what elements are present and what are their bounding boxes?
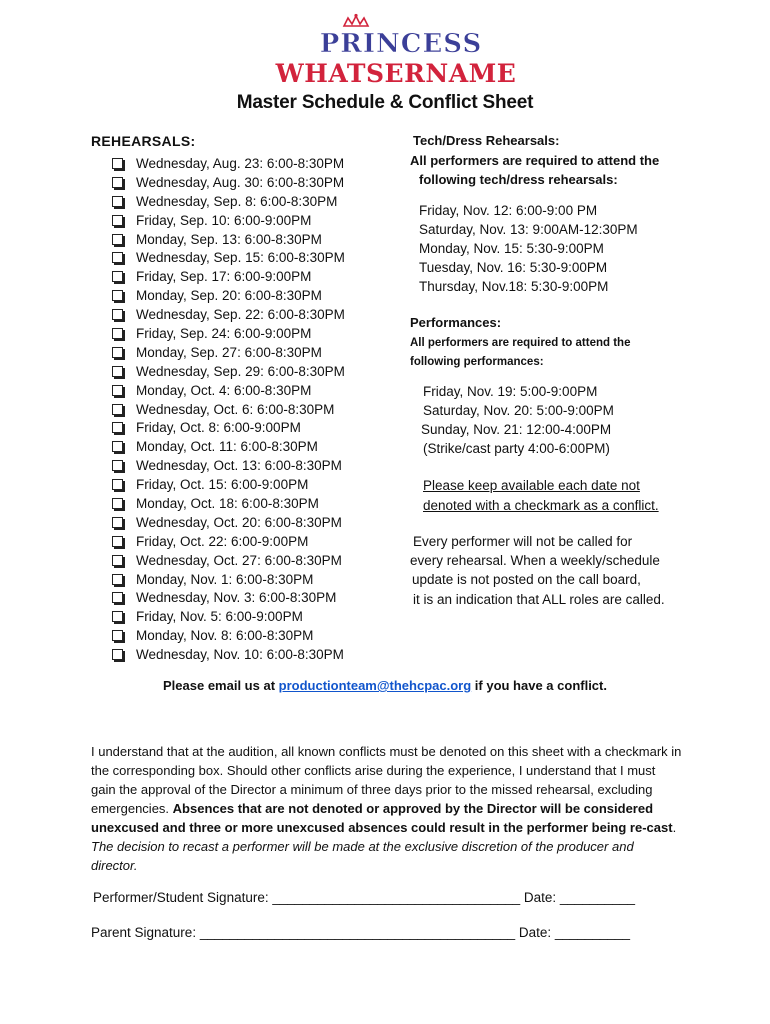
rehearsal-item [91, 627, 391, 646]
keep-available-note [423, 476, 710, 515]
rehearsal-list [91, 155, 391, 665]
rehearsal-date-label: Wednesday, Sep. 8: 6:00-8:30PM [136, 193, 338, 209]
rehearsal-date-label: Wednesday, Aug. 23: 6:00-8:30PM [136, 156, 345, 171]
rehearsal-date-label: Friday, Sep. 10: 6:00-9:00PM [136, 212, 312, 228]
performance-date: Friday, Nov. 19: 5:00-9:00PM [423, 384, 598, 399]
rehearsal-item [91, 155, 391, 174]
conflict-checkbox[interactable] [112, 460, 123, 471]
rehearsal-date-label: Friday, Nov. 5: 6:00-9:00PM [136, 609, 303, 625]
rehearsal-date-label: Monday, Oct. 18: 6:00-8:30PM [136, 496, 319, 512]
rehearsal-item [91, 419, 391, 438]
logo-line2: WHATSERNAME [275, 59, 517, 88]
rehearsal-item [91, 268, 391, 287]
conflict-checkbox[interactable] [112, 309, 123, 320]
rehearsal-date-label: Wednesday, Oct. 20: 6:00-8:30PM [136, 514, 342, 530]
conflict-checkbox[interactable] [112, 611, 123, 622]
email-prefix: Please email us at [163, 678, 279, 693]
email-line [0, 678, 770, 693]
rehearsal-date-label: Wednesday, Oct. 13: 6:00-8:30PM [136, 458, 342, 474]
tech-subtitle-1: All performers are required to attend the [410, 153, 660, 168]
right-column [410, 133, 710, 609]
rehearsal-item [91, 438, 391, 457]
tech-subtitle-2: following tech/dress rehearsals: [419, 171, 618, 187]
rehearsal-item [91, 344, 391, 363]
conflict-checkbox[interactable] [112, 196, 123, 207]
rehearsal-date-label: Wednesday, Sep. 22: 6:00-8:30PM [136, 307, 345, 323]
conflict-policy-paragraph [91, 742, 683, 875]
email-suffix: if you have a conflict. [471, 678, 607, 693]
rehearsal-date-label: Monday, Oct. 4: 6:00-8:30PM [136, 382, 312, 398]
call-board-note [410, 532, 710, 609]
tech-heading: Tech/Dress Rehearsals: [413, 133, 560, 148]
keep-note-line: Please keep available each date not [423, 478, 640, 493]
parent-signature-line[interactable]: Parent Signature: __________________________________________ Date: __________ [91, 925, 631, 940]
tech-date: Saturday, Nov. 13: 9:00AM-12:30PM [419, 222, 638, 237]
conflict-checkbox[interactable] [112, 517, 123, 528]
rehearsal-date-label: Monday, Oct. 11: 6:00-8:30PM [136, 439, 318, 455]
conflict-checkbox[interactable] [112, 536, 123, 547]
tech-date: Tuesday, Nov. 16: 5:30-9:00PM [419, 260, 608, 275]
rehearsal-item [91, 457, 391, 476]
performance-dates [423, 382, 710, 458]
rehearsal-item [91, 231, 391, 250]
rehearsal-item [91, 212, 391, 231]
rehearsal-item [91, 495, 391, 514]
performances-subtitle-1: All performers are required to attend the [410, 337, 631, 349]
logo-line1: PRINCESS [319, 29, 483, 59]
conflict-checkbox[interactable] [112, 366, 123, 377]
rehearsal-item [91, 514, 391, 533]
rehearsal-date-label: Friday, Oct. 22: 6:00-9:00PM [136, 533, 309, 549]
policy-text: I understand that at the audition, all known conflicts must be denoted on this sheet with a checkmark in the corresponding box. Should other conflicts arise during the experience, I understand that I must gain the approval of the Director a minimum of three days prior to the missed rehearsal, excluding emergencies. [91, 744, 682, 816]
conflict-checkbox[interactable] [112, 422, 123, 433]
rehearsal-item [91, 571, 391, 590]
tech-dates [419, 201, 710, 296]
conflict-checkbox[interactable] [112, 498, 123, 509]
rehearsal-item [91, 646, 391, 665]
rehearsal-item [91, 382, 391, 401]
performer-signature-line[interactable]: Performer/Student Signature: _________________________________ Date: __________ [93, 890, 635, 905]
rehearsal-date-label: Wednesday, Oct. 6: 6:00-8:30PM [136, 401, 335, 417]
conflict-checkbox[interactable] [112, 479, 123, 490]
keep-note-line: denoted with a checkmark as a conflict. [423, 497, 659, 513]
conflict-checkbox[interactable] [112, 347, 123, 358]
rehearsal-date-label: Friday, Oct. 8: 6:00-9:00PM [136, 420, 301, 436]
rehearsal-item [91, 249, 391, 268]
call-note-line: Every performer will not be called for [413, 534, 633, 549]
logo-graphic [275, 12, 517, 90]
rehearsal-item [91, 193, 391, 212]
performance-date: Saturday, Nov. 20: 5:00-9:00PM [423, 403, 614, 418]
rehearsal-date-label: Friday, Sep. 24: 6:00-9:00PM [136, 326, 312, 342]
rehearsal-item [91, 608, 391, 627]
rehearsal-date-label: Monday, Sep. 27: 6:00-8:30PM [136, 344, 322, 360]
rehearsal-date-label: Wednesday, Aug. 30: 6:00-8:30PM [136, 174, 345, 190]
rehearsal-item [91, 325, 391, 344]
rehearsal-item [91, 589, 391, 608]
rehearsal-date-label: Monday, Nov. 1: 6:00-8:30PM [136, 571, 314, 587]
policy-period: . [672, 820, 677, 835]
tech-date: Thursday, Nov.18: 5:30-9:00PM [419, 279, 609, 294]
policy-italic-text: The decision to recast a performer will be made at the exclusive discretion of the producer and director. [91, 839, 634, 873]
rehearsal-item [91, 287, 391, 306]
conflict-checkbox[interactable] [112, 649, 123, 660]
rehearsal-date-label: Wednesday, Nov. 3: 6:00-8:30PM [136, 590, 337, 606]
performance-date: (Strike/cast party 4:00-6:00PM) [423, 441, 610, 456]
performances-heading: Performances: [410, 315, 502, 330]
princess-whatsername-logo [275, 12, 517, 90]
tech-date: Monday, Nov. 15: 5:30-9:00PM [419, 241, 604, 256]
rehearsal-date-label: Wednesday, Oct. 27: 6:00-8:30PM [136, 552, 342, 568]
policy-bold-text: Absences that are not denoted or approved by the Director will be considered unexcused and three or more unexcused absences could result in the performer being re-cast [91, 801, 673, 835]
conflict-checkbox[interactable] [112, 555, 123, 566]
rehearsal-item [91, 552, 391, 571]
tech-date: Friday, Nov. 12: 6:00-9:00 PM [419, 203, 598, 218]
conflict-checkbox[interactable] [112, 234, 123, 245]
conflict-checkbox[interactable] [112, 158, 123, 169]
page-title: Master Schedule & Conflict Sheet [236, 92, 534, 113]
conflict-checkbox[interactable] [112, 441, 123, 452]
performances-subtitle-2: following performances: [410, 355, 544, 368]
rehearsal-item [91, 306, 391, 325]
rehearsal-item [91, 401, 391, 420]
conflict-checkbox[interactable] [112, 574, 123, 585]
rehearsal-date-label: Wednesday, Sep. 29: 6:00-8:30PM [136, 363, 345, 379]
rehearsal-item [91, 363, 391, 382]
conflict-checkbox[interactable] [112, 252, 123, 263]
conflict-checkbox[interactable] [112, 630, 123, 641]
rehearsal-date-label: Wednesday, Nov. 10: 6:00-8:30PM [136, 647, 344, 663]
rehearsal-date-label: Wednesday, Sep. 15: 6:00-8:30PM [136, 250, 345, 266]
rehearsal-date-label: Friday, Sep. 17: 6:00-9:00PM [136, 269, 312, 285]
email-link[interactable]: productionteam@thehcpac.org [278, 678, 472, 693]
performance-date: Sunday, Nov. 21: 12:00-4:00PM [421, 422, 612, 437]
rehearsal-date-label: Monday, Sep. 13: 6:00-8:30PM [136, 231, 322, 247]
call-note-line: it is an indication that ALL roles are called. [413, 591, 665, 607]
conflict-checkbox[interactable] [112, 328, 123, 339]
rehearsal-date-label: Monday, Sep. 20: 6:00-8:30PM [136, 288, 322, 304]
rehearsal-item [91, 533, 391, 552]
rehearsals-heading: REHEARSALS: [91, 133, 196, 149]
rehearsal-item [91, 476, 391, 495]
conflict-checkbox[interactable] [112, 385, 123, 396]
rehearsal-date-label: Monday, Nov. 8: 6:00-8:30PM [136, 628, 314, 644]
call-note-line: update is not posted on the call board, [412, 572, 641, 588]
call-note-line: every rehearsal. When a weekly/schedule [410, 553, 660, 569]
conflict-checkbox[interactable] [112, 404, 123, 415]
crown-icon [344, 14, 368, 26]
conflict-checkbox[interactable] [112, 271, 123, 282]
conflict-checkbox[interactable] [112, 592, 123, 603]
conflict-checkbox[interactable] [112, 177, 123, 188]
conflict-checkbox[interactable] [112, 215, 123, 226]
rehearsals-section [91, 133, 391, 665]
conflict-checkbox[interactable] [112, 290, 123, 301]
rehearsal-item [91, 174, 391, 193]
rehearsal-date-label: Friday, Oct. 15: 6:00-9:00PM [136, 477, 309, 493]
